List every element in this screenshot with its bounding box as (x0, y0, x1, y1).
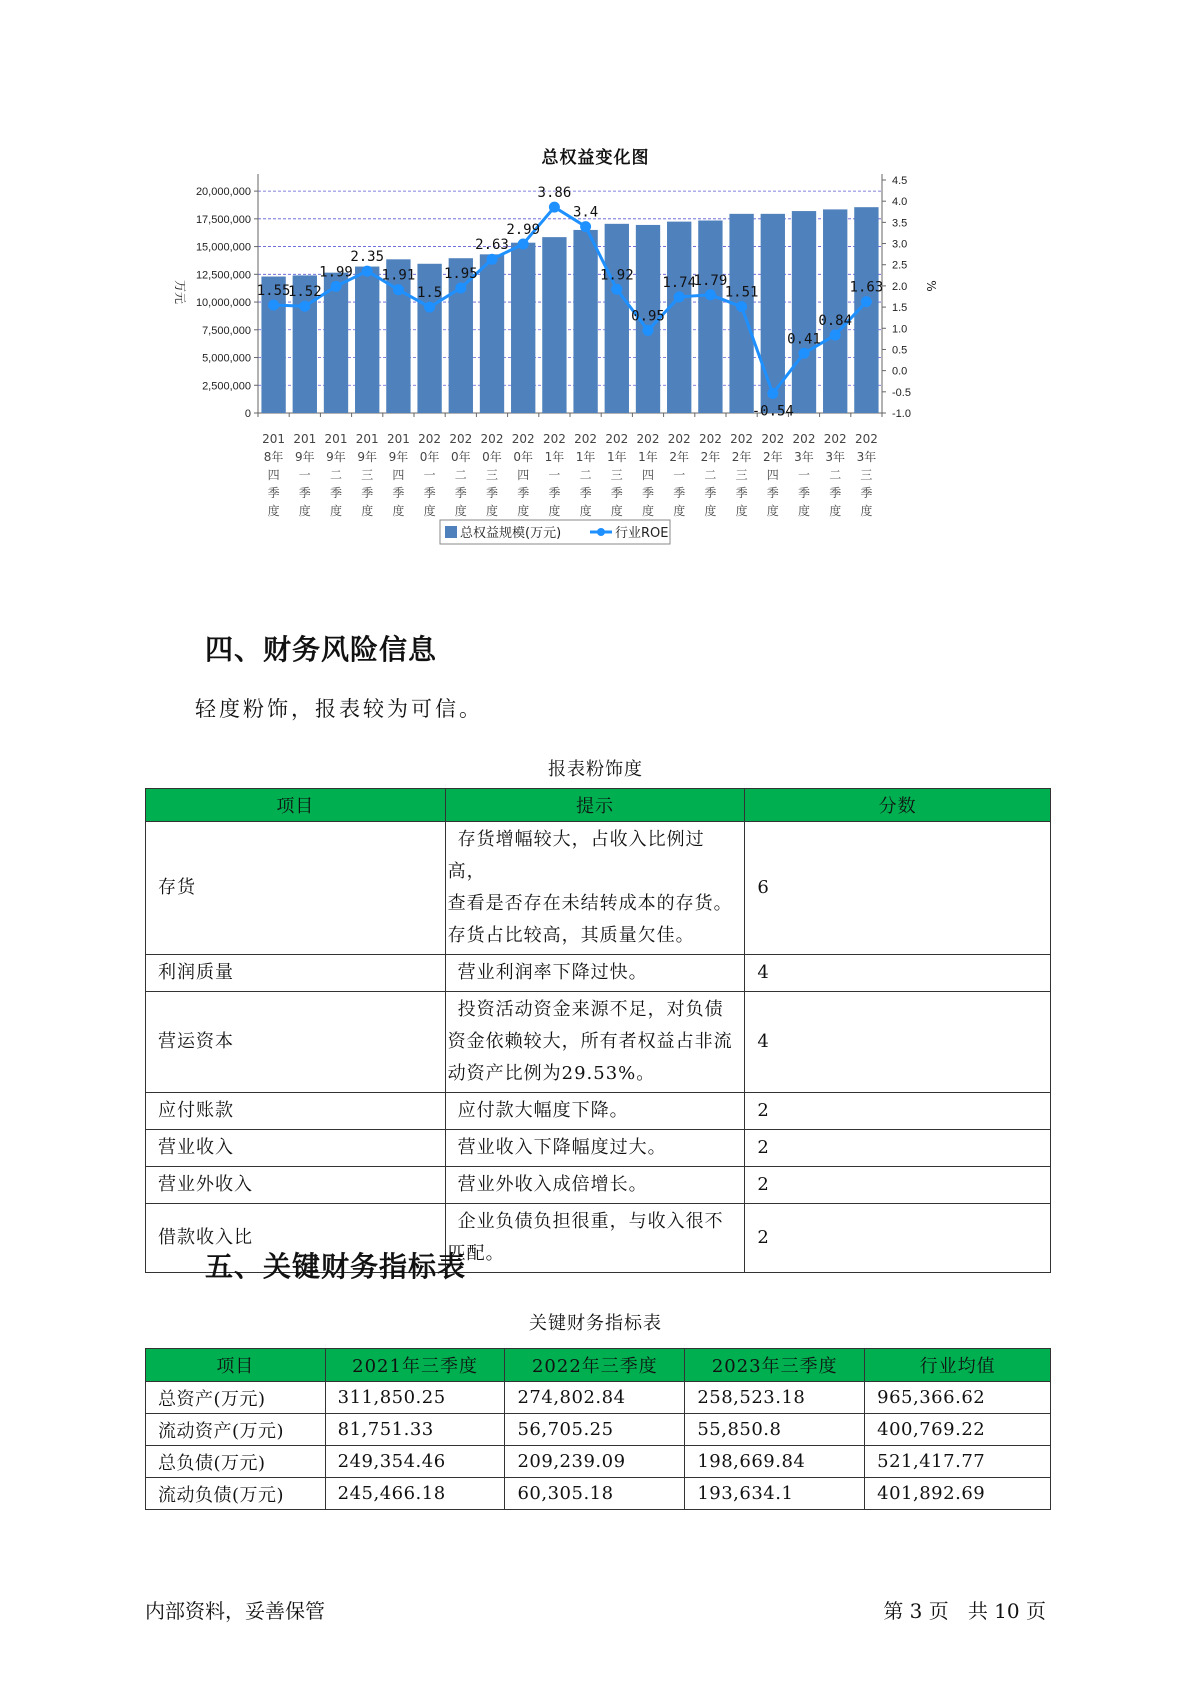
legend-label-line: 行业ROE (615, 526, 669, 541)
footer-confidential: 内部资料，妥善保管 (145, 1599, 325, 1623)
x-tick-label: 三 (735, 468, 748, 482)
kpi-value: 258,523.18 (685, 1382, 865, 1414)
x-tick-label: 一 (673, 468, 686, 482)
x-tick-label: 1年 (606, 450, 627, 464)
x-tick-label: 202 (542, 432, 566, 446)
x-tick-label: 9年 (388, 450, 409, 464)
x-tick-label: 季 (641, 486, 655, 500)
x-tick-label: 1年 (575, 450, 596, 464)
roe-data-label: 1.52 (287, 284, 322, 301)
roe-point (861, 296, 872, 307)
header-item: 项目 (146, 789, 446, 822)
roe-data-label: 3.4 (572, 204, 599, 221)
x-tick-label: 二 (454, 468, 467, 482)
section5-heading: 五、关键财务指标表 (205, 1250, 467, 1283)
x-tick-label: 一 (797, 468, 811, 482)
risk-score: 4 (745, 992, 1051, 1093)
y2-tick-label: -0.5 (892, 386, 911, 399)
legend-swatch-point (597, 528, 605, 536)
y2-tick-label: 4.0 (892, 196, 908, 209)
risk-table-row (146, 822, 1051, 955)
risk-tip (445, 955, 745, 992)
risk-tip-line: 资金依赖较大，所有者权益占非流 (447, 1031, 733, 1052)
risk-tip-line: 匹配。 (447, 1243, 505, 1264)
x-tick-label: 2年 (731, 450, 752, 464)
x-tick-label: 度 (548, 504, 561, 518)
risk-table-caption: 报表粉饰度 (548, 759, 643, 780)
x-tick-label: 季 (704, 486, 717, 500)
y2-tick-label: 0.5 (892, 344, 908, 357)
roe-data-label: -0.54 (751, 403, 794, 420)
risk-table-row (146, 1167, 1051, 1204)
x-tick-label: 度 (361, 504, 374, 518)
kpi-item: 总负债(万元) (146, 1446, 326, 1478)
x-tick-label: 202 (574, 432, 598, 446)
risk-tip (445, 1130, 745, 1167)
x-tick-label: 度 (298, 504, 311, 518)
x-tick-label: 三 (860, 468, 873, 482)
risk-tip (445, 992, 745, 1093)
roe-point (455, 283, 466, 294)
x-tick-label: 季 (735, 486, 748, 500)
kpi-value: 55,850.8 (685, 1414, 865, 1446)
x-tick-label: 202 (761, 432, 785, 446)
y-tick-label: 0 (244, 408, 251, 420)
roe-data-label: 2.63 (475, 237, 509, 254)
x-tick-label: 季 (361, 486, 374, 500)
kpi-value: 400,769.22 (865, 1414, 1051, 1446)
risk-table-row (146, 1093, 1051, 1130)
y-axis-title: 万元 (173, 279, 187, 305)
x-tick-label: 三 (485, 468, 499, 482)
y-tick-label: 5,000,000 (202, 352, 251, 365)
kpi-value: 56,705.25 (505, 1414, 685, 1446)
kpi-table (145, 1348, 1051, 1510)
x-tick-label: 202 (854, 432, 878, 446)
header-tip: 提示 (445, 789, 745, 822)
equity-bar (480, 254, 504, 413)
risk-score: 4 (745, 955, 1051, 992)
x-tick-label: 度 (735, 504, 748, 518)
kpi-value: 311,850.25 (325, 1382, 505, 1414)
risk-tip-line: 动资产比例为29.53%。 (447, 1063, 656, 1084)
kpi-value: 60,305.18 (505, 1478, 685, 1510)
roe-point (736, 301, 747, 312)
y2-tick-label: 0.0 (892, 365, 908, 378)
x-tick-label: 202 (480, 432, 504, 446)
roe-data-label: 2.99 (506, 221, 541, 238)
roe-point (331, 281, 342, 292)
roe-data-label: 1.51 (724, 284, 759, 301)
y-tick-label: 20,000,000 (195, 186, 251, 199)
risk-tip (445, 1093, 745, 1130)
x-tick-label: 一 (423, 468, 436, 482)
x-tick-label: 季 (485, 486, 499, 500)
x-tick-label: 202 (730, 432, 754, 446)
x-tick-label: 201 (324, 432, 348, 446)
x-tick-label: 202 (605, 432, 629, 446)
risk-tip (445, 1167, 745, 1204)
x-tick-label: 202 (636, 432, 660, 446)
x-tick-label: 一 (298, 468, 311, 482)
kpi-value: 521,417.77 (865, 1446, 1051, 1478)
chart-title: 总权益变化图 (541, 148, 650, 168)
risk-item: 营业收入 (146, 1130, 446, 1167)
x-tick-label: 季 (548, 486, 561, 500)
risk-tip-line: 存货增幅较大，占收入比例过高， (447, 829, 705, 882)
risk-table-row (146, 992, 1051, 1093)
roe-point (549, 202, 560, 213)
roe-data-label: 1.79 (693, 272, 728, 289)
x-tick-label: 四 (392, 468, 405, 482)
equity-bar (542, 237, 566, 413)
x-tick-label: 度 (704, 504, 717, 518)
risk-table (145, 788, 1051, 1273)
kpi-table-row (146, 1478, 1051, 1510)
x-tick-label: 3年 (794, 450, 814, 464)
roe-point (799, 348, 810, 359)
risk-item: 营运资本 (146, 992, 446, 1093)
x-tick-label: 度 (267, 504, 280, 518)
y-tick-label: 7,500,000 (202, 324, 251, 337)
x-tick-label: 201 (262, 432, 286, 446)
equity-bar (605, 224, 629, 413)
x-tick-label: 季 (392, 486, 405, 500)
kpi-value: 965,366.62 (865, 1382, 1051, 1414)
y-tick-label: 10,000,000 (195, 297, 251, 310)
x-tick-label: 四 (766, 468, 779, 482)
kpi-item: 流动负债(万元) (146, 1478, 326, 1510)
y2-tick-label: 3.5 (892, 217, 908, 230)
x-tick-label: 202 (698, 432, 722, 446)
kpi-value: 81,751.33 (325, 1414, 505, 1446)
x-tick-label: 四 (267, 468, 280, 482)
risk-score: 2 (745, 1093, 1051, 1130)
y-tick-label: 12,500,000 (195, 269, 251, 282)
x-tick-label: 季 (454, 486, 467, 500)
equity-bar (324, 273, 348, 413)
x-tick-label: 3年 (825, 450, 846, 464)
equity-bar (667, 222, 691, 413)
x-tick-label: 202 (823, 432, 847, 446)
x-tick-label: 季 (267, 486, 280, 500)
x-tick-label: 季 (329, 486, 343, 500)
x-tick-label: 202 (449, 432, 473, 446)
footer-page-number: 第 3 页 共 10 页 (883, 1599, 1046, 1623)
kpi-value: 249,354.46 (325, 1446, 505, 1478)
x-tick-label: 8年 (263, 450, 284, 464)
kpi-header-2021: 2021年三季度 (325, 1349, 505, 1382)
x-tick-label: 季 (766, 486, 779, 500)
roe-point (299, 301, 310, 312)
kpi-value: 198,669.84 (685, 1446, 865, 1478)
x-tick-label: 度 (673, 504, 686, 518)
kpi-value: 401,892.69 (865, 1478, 1051, 1510)
kpi-item: 流动资产(万元) (146, 1414, 326, 1446)
roe-point (767, 388, 778, 399)
kpi-header-2023: 2023年三季度 (685, 1349, 865, 1382)
equity-bar (698, 220, 722, 413)
kpi-table-caption: 关键财务指标表 (529, 1313, 662, 1334)
x-tick-label: 0年 (513, 450, 534, 464)
x-tick-label: 季 (829, 486, 842, 500)
x-tick-label: 2年 (669, 450, 690, 464)
y2-tick-label: 2.5 (892, 259, 908, 272)
risk-tip-line: 企业负债负担很重，与收入很不 (457, 1211, 724, 1232)
risk-score: 2 (745, 1130, 1051, 1167)
risk-tip (445, 1204, 745, 1273)
roe-data-label: 1.74 (662, 274, 697, 291)
x-tick-label: 度 (423, 504, 436, 518)
x-tick-label: 9年 (357, 450, 378, 464)
roe-point (487, 254, 498, 265)
x-tick-label: 3年 (856, 450, 877, 464)
x-tick-label: 202 (792, 432, 816, 446)
kpi-value: 274,802.84 (505, 1382, 685, 1414)
roe-data-label: 1.91 (381, 267, 416, 284)
y-tick-label: 15,000,000 (195, 241, 251, 254)
x-tick-label: 2年 (762, 450, 783, 464)
kpi-table-row (146, 1382, 1051, 1414)
kpi-header-item: 项目 (146, 1349, 326, 1382)
x-tick-label: 二 (579, 468, 592, 482)
y2-tick-label: 4.5 (892, 175, 908, 187)
risk-item: 利润质量 (146, 955, 446, 992)
kpi-table-row (146, 1446, 1051, 1478)
risk-summary: 轻度粉饰，报表较为可信。 (195, 697, 483, 721)
roe-point (674, 291, 685, 302)
risk-item: 营业外收入 (146, 1167, 446, 1204)
x-tick-label: 季 (797, 486, 811, 500)
x-tick-label: 四 (641, 468, 655, 482)
risk-tip (445, 822, 745, 955)
x-tick-label: 2年 (700, 450, 721, 464)
x-tick-label: 季 (517, 486, 530, 500)
x-tick-label: 三 (361, 468, 374, 482)
risk-score: 2 (745, 1167, 1051, 1204)
risk-tip-line: 营业收入下降幅度过大。 (457, 1137, 667, 1158)
x-tick-label: 1年 (638, 450, 658, 464)
x-tick-label: 度 (517, 504, 530, 518)
x-tick-label: 201 (293, 432, 317, 446)
risk-tip-line: 营业利润率下降过快。 (457, 962, 648, 983)
roe-data-label: 3.86 (537, 185, 572, 202)
x-tick-label: 三 (610, 468, 623, 482)
equity-bar (729, 214, 753, 413)
risk-score: 2 (745, 1204, 1051, 1273)
risk-item: 应付账款 (146, 1093, 446, 1130)
x-tick-label: 季 (860, 486, 873, 500)
y2-axis-title: % (924, 280, 938, 292)
x-tick-label: 0年 (482, 450, 502, 464)
roe-data-label: 0.84 (818, 313, 853, 330)
risk-table-header (146, 789, 1051, 822)
x-tick-label: 201 (355, 432, 379, 446)
x-tick-label: 度 (329, 504, 343, 518)
roe-data-label: 1.55 (256, 282, 291, 299)
x-tick-label: 9年 (326, 450, 346, 464)
roe-point (643, 325, 654, 336)
roe-point (393, 284, 404, 295)
y2-tick-label: 1.5 (892, 302, 908, 315)
x-tick-label: 季 (423, 486, 436, 500)
kpi-value: 193,634.1 (685, 1478, 865, 1510)
x-tick-label: 度 (579, 504, 592, 518)
x-tick-label: 季 (610, 486, 623, 500)
roe-point (362, 266, 373, 277)
roe-data-label: 1.99 (319, 264, 353, 281)
kpi-value: 209,239.09 (505, 1446, 685, 1478)
y2-tick-label: -1.0 (892, 408, 911, 420)
roe-data-label: 1.63 (849, 279, 884, 296)
kpi-header-2022: 2022年三季度 (505, 1349, 685, 1382)
x-tick-label: 度 (797, 504, 811, 518)
legend-swatch-bars (445, 526, 457, 538)
x-tick-label: 0年 (419, 450, 440, 464)
roe-data-label: 2.35 (350, 249, 385, 266)
kpi-value: 245,466.18 (325, 1478, 505, 1510)
header-score: 分数 (745, 789, 1051, 822)
x-tick-label: 度 (860, 504, 873, 518)
y2-tick-label: 2.0 (892, 280, 908, 293)
risk-tip-line: 查看是否存在未结转成本的存货。 (447, 893, 733, 914)
equity-chart (173, 170, 1040, 590)
x-tick-label: 度 (641, 504, 655, 518)
x-tick-label: 1年 (544, 450, 565, 464)
x-tick-label: 季 (579, 486, 592, 500)
x-tick-label: 201 (386, 432, 410, 446)
roe-point (611, 284, 622, 295)
roe-point (705, 289, 716, 300)
kpi-table-row (146, 1414, 1051, 1446)
equity-bar (792, 211, 816, 413)
roe-point (518, 238, 529, 249)
equity-bar (511, 243, 535, 413)
x-tick-label: 202 (511, 432, 535, 446)
x-tick-label: 202 (667, 432, 691, 446)
x-tick-label: 二 (704, 468, 717, 482)
x-tick-label: 9年 (294, 450, 315, 464)
risk-tip-line: 应付款大幅度下降。 (457, 1100, 629, 1121)
kpi-table-header (146, 1349, 1051, 1382)
risk-tip-line: 存货占比较高，其质量欠佳。 (447, 925, 695, 946)
y-tick-label: 2,500,000 (202, 380, 251, 393)
y-tick-label: 17,500,000 (195, 213, 251, 226)
equity-bar (823, 209, 847, 413)
x-tick-label: 度 (454, 504, 467, 518)
roe-point (830, 330, 841, 341)
risk-table-row (146, 1130, 1051, 1167)
risk-item: 存货 (146, 822, 446, 955)
roe-point (268, 299, 279, 310)
roe-data-label: 0.41 (787, 331, 821, 348)
x-tick-label: 0年 (450, 450, 471, 464)
x-tick-label: 度 (829, 504, 842, 518)
x-tick-label: 度 (766, 504, 779, 518)
roe-data-label: 1.95 (443, 266, 478, 283)
x-tick-label: 季 (298, 486, 311, 500)
roe-data-label: 0.95 (631, 308, 665, 325)
roe-data-label: 1.5 (416, 285, 443, 302)
legend-label-bars: 总权益规模(万元) (460, 526, 562, 541)
x-tick-label: 202 (418, 432, 442, 446)
y2-tick-label: 3.0 (892, 238, 908, 251)
risk-score: 6 (745, 822, 1051, 955)
x-tick-label: 度 (485, 504, 499, 518)
y2-tick-label: 1.0 (892, 323, 908, 336)
equity-bar (573, 230, 597, 413)
x-tick-label: 度 (610, 504, 623, 518)
risk-tip-line: 投资活动资金来源不足，对负债 (457, 999, 724, 1020)
roe-point (424, 302, 435, 313)
x-tick-label: 四 (517, 468, 530, 482)
x-tick-label: 一 (548, 468, 561, 482)
x-tick-label: 二 (829, 468, 842, 482)
section4-heading: 四、财务风险信息 (205, 633, 438, 666)
equity-bar (355, 267, 379, 413)
risk-tip-line: 营业外收入成倍增长。 (457, 1174, 648, 1195)
x-tick-label: 度 (392, 504, 405, 518)
x-tick-label: 二 (329, 468, 343, 482)
kpi-item: 总资产(万元) (146, 1382, 326, 1414)
kpi-header-industry: 行业均值 (865, 1349, 1051, 1382)
x-tick-label: 季 (673, 486, 686, 500)
roe-point (580, 221, 591, 232)
risk-item: 借款收入比 (146, 1204, 446, 1273)
roe-data-label: 1.92 (599, 267, 634, 284)
risk-table-row (146, 955, 1051, 992)
